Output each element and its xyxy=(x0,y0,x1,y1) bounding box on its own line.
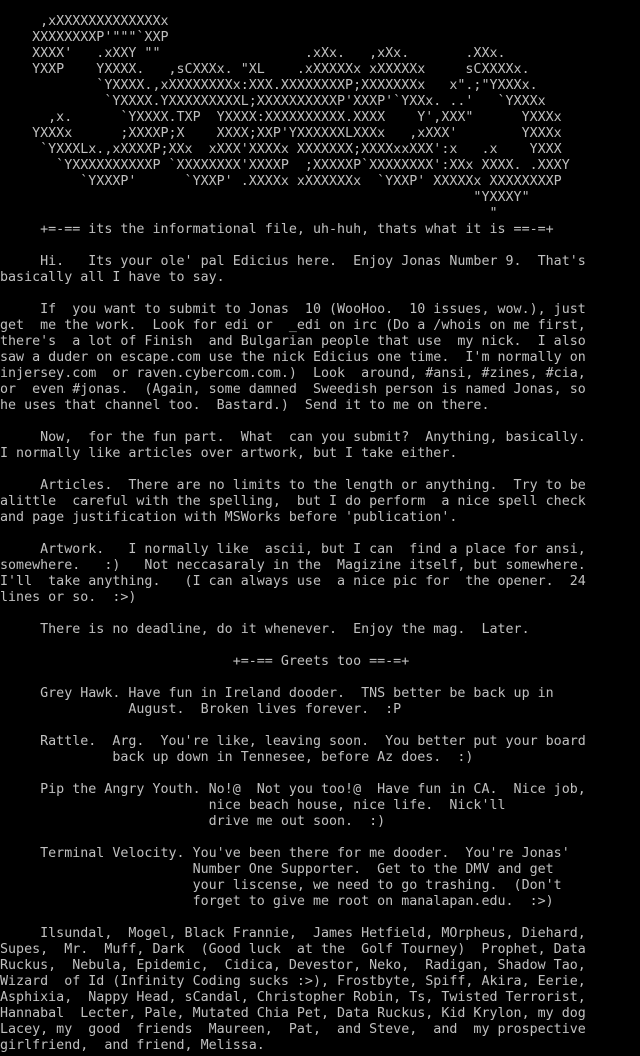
ascii-logo-line: XXXXXXXXP'"""`XXP xyxy=(0,30,169,45)
text-line xyxy=(0,526,586,542)
text-line: Number One Supporter. Get to the DMV and get xyxy=(0,862,554,877)
text-line: Pip the Angry Youth. No!@ Not you too!@ Have fun in CA. Nice job, xyxy=(0,782,586,797)
text-line: Now, for the fun part. What can you submit? Anything, basically. xyxy=(0,430,586,445)
text-line: Terminal Velocity. You've been there for me dooder. You're Jonas' xyxy=(0,846,570,861)
text-line: nice beach house, nice life. Nick'll xyxy=(0,798,506,813)
ascii-logo-line: XXXX' .xXXY "" .xXx. ,xXx. .XXx. xyxy=(0,46,506,61)
text-line xyxy=(0,606,586,622)
section-header-greets: +=-== Greets too ==-=+ xyxy=(0,654,410,669)
ascii-logo-line: `YXXXLx.,xXXXXP;XXx xXXX'XXXXx XXXXXXX;XXXXxxXXX':x .x YXXX xyxy=(0,142,562,157)
text-line xyxy=(0,638,586,654)
text-line: alittle careful with the spelling, but I do perform a nice spell check xyxy=(0,494,586,509)
ascii-logo-line: `YXXXX.YXXXXXXXXXL;XXXXXXXXXXP'XXXP'`YXXx. ..' `YXXXx xyxy=(0,94,546,109)
text-line: Supes, Mr. Muff, Dark (Good luck at the Golf Tourney) Prophet, Data xyxy=(0,942,586,957)
text-line: girlfriend, and friend, Melissa. xyxy=(0,1038,265,1053)
text-line: he uses that channel too. Bastard.) Send it to me on there. xyxy=(0,398,490,413)
document-text xyxy=(0,14,586,1054)
ascii-logo-line: " xyxy=(0,206,498,221)
text-line: If you want to submit to Jonas 10 (WooHoo. 10 issues, wow.), just xyxy=(0,302,586,317)
text-line: Wizard of Id (Infinity Coding sucks :>), Frostbyte, Spiff, Akira, Eerie, xyxy=(0,974,586,989)
text-line: your liscense, we need to go trashing. (Don't xyxy=(0,878,562,893)
text-line: basically all I have to say. xyxy=(0,270,225,285)
section-header-info: +=-== its the informational file, uh-huh, thats what it is ==-=+ xyxy=(0,222,554,237)
text-line: saw a duder on escape.com use the nick Edicius one time. I'm normally on xyxy=(0,350,586,365)
text-line: Grey Hawk. Have fun in Ireland dooder. TNS better be back up in xyxy=(0,686,554,701)
ascii-logo-line: ,xXXXXXXXXXXXXXx xyxy=(0,14,169,29)
text-line: Hi. Its your ole' pal Edicius here. Enjoy Jonas Number 9. That's xyxy=(0,254,586,269)
text-line: back up down in Tennesee, before Az does. :) xyxy=(0,750,474,765)
text-line: lines or so. :>) xyxy=(0,590,137,605)
text-line xyxy=(0,910,586,926)
text-line: There is no deadline, do it whenever. Enjoy the mag. Later. xyxy=(0,622,530,637)
text-line: drive me out soon. :) xyxy=(0,814,386,829)
text-line: Ilsundal, Mogel, Black Frannie, James Hetfield, MOrpheus, Diehard, xyxy=(0,926,586,941)
text-line xyxy=(0,670,586,686)
text-line xyxy=(0,414,586,430)
text-line: and page justification with MSWorks before 'publication'. xyxy=(0,510,458,525)
text-line: get me the work. Look for edi or _edi on irc (Do a /whois on me first, xyxy=(0,318,586,333)
text-line xyxy=(0,286,586,302)
ascii-logo-line: "YXXXY" xyxy=(0,190,530,205)
text-line: Asphixia, Nappy Head, sCandal, Christopher Robin, Ts, Twisted Terrorist, xyxy=(0,990,586,1005)
text-line: somewhere. :) Not neccasaraly in the Magizine itself, but somewhere. xyxy=(0,558,586,573)
text-line: I'll take anything. (I can always use a nice pic for the opener. 24 xyxy=(0,574,586,589)
text-line: there's a lot of Finish and Bulgarian people that use my nick. I also xyxy=(0,334,586,349)
ascii-logo-line: `YXXXP' `YXXP' .XXXXx xXXXXXXx `YXXP' XXXXXx XXXXXXXXP xyxy=(0,174,562,189)
text-line: forget to give me root on manalapan.edu. :>) xyxy=(0,894,554,909)
text-line: Articles. There are no limits to the length or anything. Try to be xyxy=(0,478,586,493)
text-line xyxy=(0,718,586,734)
ascii-logo-line: YXXP YXXXX. ,sCXXXx. "XL .xXXXXXx xXXXXXx sCXXXXx. xyxy=(0,62,530,77)
text-line: I normally like articles over artwork, but I take either. xyxy=(0,446,458,461)
text-line: Ruckus, Nebula, Epidemic, Cidica, Devestor, Neko, Radigan, Shadow Tao, xyxy=(0,958,586,973)
text-line: Artwork. I normally like ascii, but I can find a place for ansi, xyxy=(0,542,586,557)
text-line xyxy=(0,462,586,478)
ascii-logo-line: YXXXx ;XXXXP;X XXXX;XXP'YXXXXXXLXXXx ,xXXX' YXXXx xyxy=(0,126,562,141)
ascii-logo-line: `YXXXX.,xXXXXXXXXx:XXX.XXXXXXXXP;XXXXXXXx x".;"YXXXx. xyxy=(0,78,538,93)
text-line xyxy=(0,766,586,782)
text-line: August. Broken lives forever. :P xyxy=(0,702,402,717)
text-line: or even #jonas. (Again, some damned Sweedish person is named Jonas, so xyxy=(0,382,586,397)
text-line: injersey.com or raven.cybercom.com.) Look around, #ansi, #zines, #cia, xyxy=(0,366,586,381)
text-line: Lacey, my good friends Maureen, Pat, and Steve, and my prospective xyxy=(0,1022,586,1037)
text-line: Hannabal Lecter, Pale, Mutated Chia Pet, Data Ruckus, Kid Krylon, my dog xyxy=(0,1006,586,1021)
ascii-logo-line: `YXXXXXXXXXXP `XXXXXXXX'XXXXP ;XXXXXP`XXXXXXXX':XXx XXXX. .XXXY xyxy=(0,158,570,173)
text-line xyxy=(0,830,586,846)
ascii-logo-line: ,x. `YXXXX.TXP YXXXX:XXXXXXXXXX.XXXX Y',XXX" YXXXx xyxy=(0,110,562,125)
text-line: Rattle. Arg. You're like, leaving soon. You better put your board xyxy=(0,734,586,749)
text-line xyxy=(0,238,586,254)
